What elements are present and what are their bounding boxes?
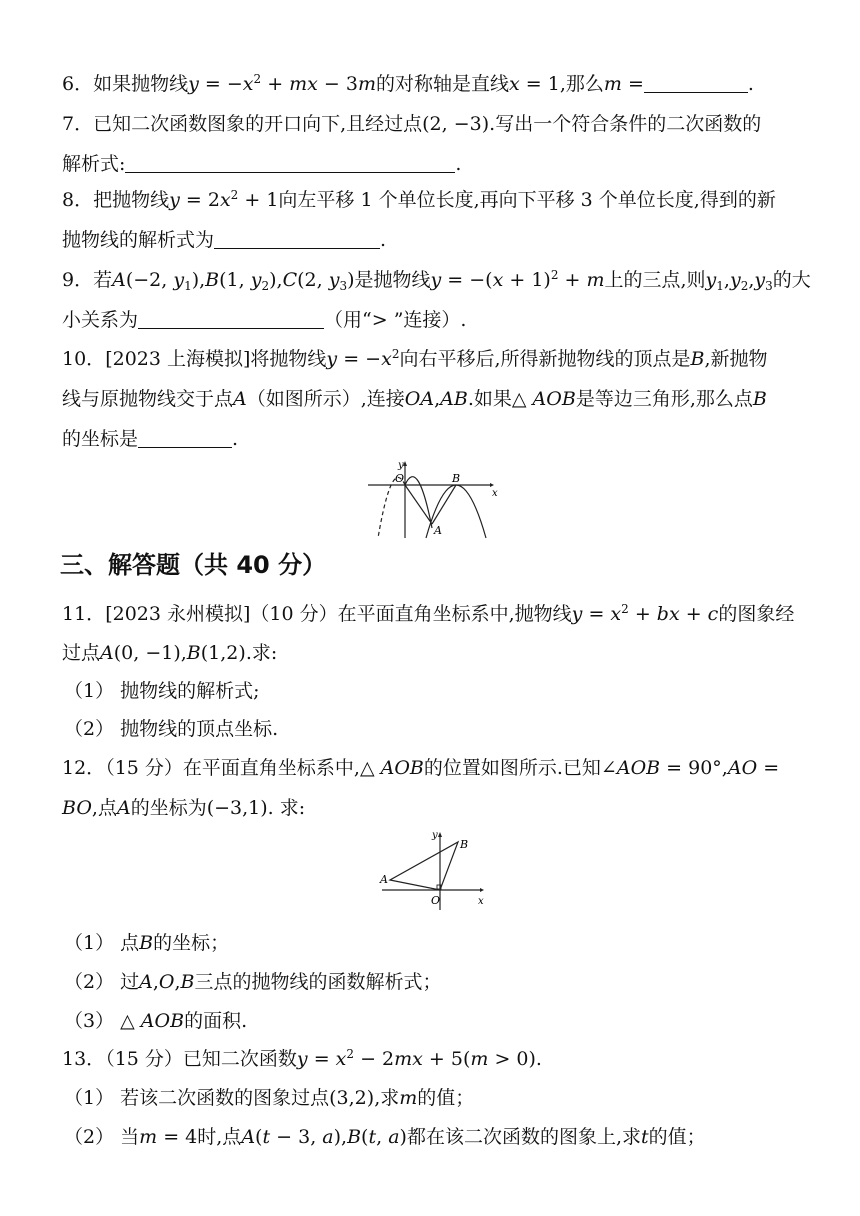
segment-ab [432,485,456,524]
origin-label: O [431,894,441,907]
answer-blank[interactable] [214,230,380,249]
question-11-line-1: 11．[2023 永州模拟]（10 分）在平面直角坐标系中,抛物线$y = x^2$ + bx + c的图象经 [62,602,795,625]
answer-blank[interactable] [644,74,748,93]
question-number: 12． [62,757,106,779]
question-12-part-2: （2） 过A,O,B三点的抛物线的函数解析式； [64,971,442,993]
question-7-line-2: 解析式: . [62,153,462,175]
original-parabola-solid [405,477,432,528]
triangle-figure [376,828,488,912]
point-b-label: B [452,472,461,485]
question-9-line-1: 9．若A(−2, $y_1),B(1$, $y_2),C(2$, $y_3$)是抛物线$y = -(x + 1)^2 + m$上的三点,则$y_1,y_2,y_3$的大 [62,268,811,293]
question-11-line-2: 过点A(0, −1),B(1,2).求: [62,642,278,664]
question-10-line-1: 10．[2023 上海模拟]将抛物线$y = -x^2$向右平移后,所得新抛物线的顶点是B,新抛物 [62,347,768,370]
y-axis-label: y [432,830,438,841]
question-number: 8． [62,189,94,211]
question-number: 7． [62,113,94,135]
parabola-figure [368,458,502,540]
source-tag: [2023 永州模拟] [105,603,251,625]
question-13-part-1: （1） 若该二次函数的图象过点(3,2),求m的值； [64,1087,475,1109]
question-number: 6． [62,73,94,95]
question-7-line-1: 7．已知二次函数图象的开口向下,且经过点(2, −3).写出一个符合条件的二次函数的 [62,113,762,135]
answer-blank[interactable] [125,154,455,173]
question-12-line-1: 12．（15 分）在平面直角坐标系中,△ AOB的位置如图所示.已知∠AOB = 90°,AO = [62,757,780,779]
section-title: 三、解答题（共 40 分） [60,551,327,579]
source-tag: [2023 上海模拟] [105,348,251,370]
point-b-label: B [460,838,469,851]
question-10-line-2: 线与原抛物线交于点A（如图所示）,连接OA,AB.如果△ AOB是等边三角形,那么点B [62,388,767,410]
question-number: 13． [62,1048,106,1070]
triangle-aob [390,842,458,890]
x-axis-label: x [478,896,484,907]
question-11-part-1: （1） 抛物线的解析式; [64,680,260,702]
math-expression: $y = -x^2$ + mx − 3m [188,72,377,95]
answer-blank[interactable] [138,429,232,448]
question-6: 6．如果抛物线$y = -x^2$ + mx − 3m的对称轴是直线x = 1,那么m = . [62,72,754,95]
y-axis-label: y [398,460,404,471]
question-12-part-3: （3） △ AOB的面积. [64,1010,248,1032]
question-9-line-2: 小关系为 （用“> ”连接）. [62,309,467,331]
original-parabola-dashed [378,477,405,538]
point-a-label: A [434,524,442,537]
question-11-part-2: （2） 抛物线的顶点坐标. [64,718,279,740]
question-number: 9． [62,269,94,291]
question-12-line-2: BO,点A的坐标为(−3,1). 求: [62,797,306,819]
question-8-line-2: 抛物线的解析式为 . [62,229,387,251]
question-13-line-1: 13．（15 分）已知二次函数$y = x^2 - 2mx + 5(m > 0)$. [62,1047,542,1070]
answer-blank[interactable] [138,310,324,329]
question-13-part-2: （2） 当m = 4时,点A(t − 3, a),B(t, a)都在该二次函数的图象上,求t的值； [64,1126,706,1148]
question-number: 11． [62,603,106,625]
origin-label: O [395,472,405,485]
x-axis-label: x [492,488,498,499]
question-8-line-1: 8．把抛物线$y = 2x^2 + 1$向左平移 1 个单位长度,再向下平移 3 个单位长度,得到的新 [62,188,776,211]
segment-oa [405,485,432,524]
point-a-label: A [380,873,388,886]
question-12-part-1: （1） 点B的坐标； [64,932,230,954]
question-number: 10． [62,348,106,370]
question-10-line-3: 的坐标是 . [62,428,239,450]
